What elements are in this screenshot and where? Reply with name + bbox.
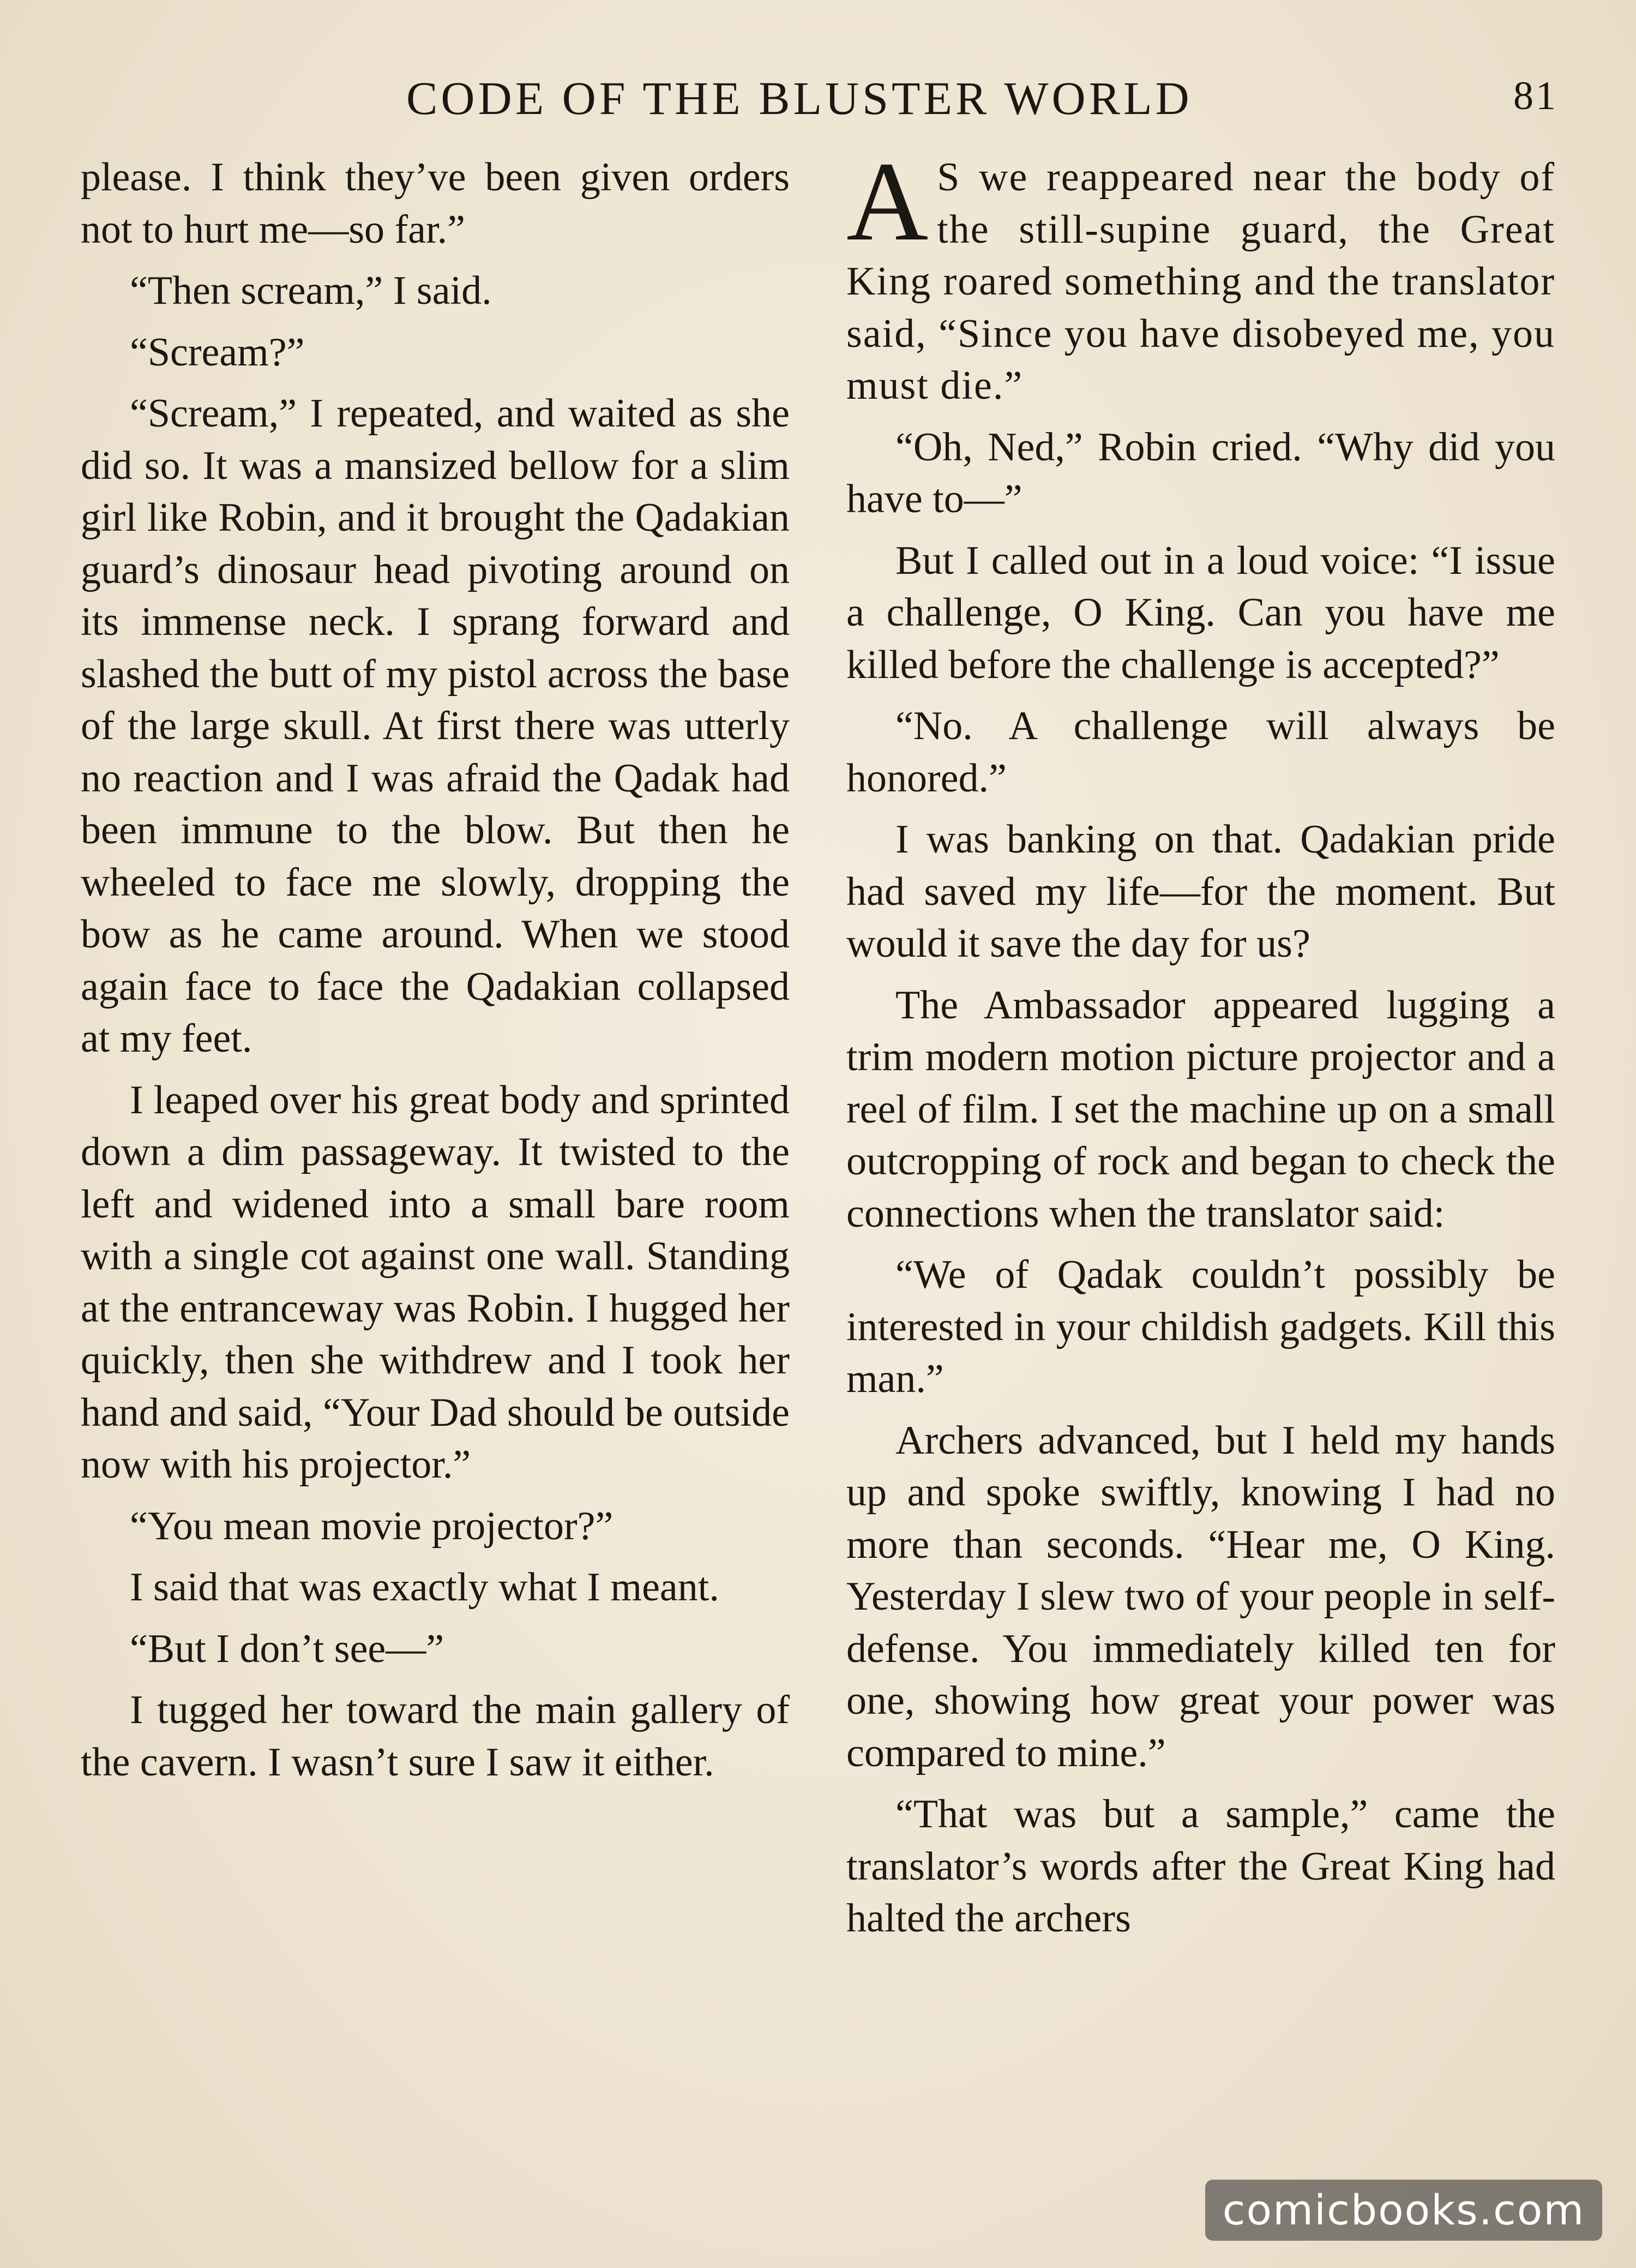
paragraph: The Ambassador appeared lugging a trim modern motion picture projector and a reel of film. I set the machine up on a small outcropping of rock and began to check the connections when the translator said: [846,982,1555,1236]
paragraph: “You mean movie projector?” [130,1503,614,1549]
paragraph: “But I don’t see—” [130,1626,444,1671]
watermark-badge [1205,2180,1602,2241]
left-text-column [81,152,790,1798]
paragraph: I leaped over his great body and sprinted down a dim passageway. It twisted to the left and widened into a small bare room with a single cot against one wall. Standing at the entranceway was Robin. I hugged her quickly, then she withdrew and I took her hand and said, “Your Dad should be outside now with his projector.” [81,1077,790,1487]
drop-cap: A [846,139,929,264]
paragraph: “Scream,” I repeated, and waited as she did so. It was a mansized bellow for a slim girl like Robin, and it brought the Qadakian guard’s dinosaur head pivoting around on its immense neck. I sprang forward and slashed the butt of my pistol across the base of the large skull. At first there was utterly no reaction and I was afraid the Qadak had been immune to the blow. But then he wheeled to face me slowly, dropping the bow as he came around. When we stood again face to face the Qadakian collapsed at my feet. [81,391,790,1061]
paragraph: I said that was exactly what I meant. [130,1565,719,1610]
paragraph: “That was but a sample,” came the translator’s words after the Great King had halted the archers [846,1792,1555,1941]
page-number: 81 [1513,74,1558,118]
paragraph: But I called out in a loud voice: “I issue a challenge, O King. Can you have me killed before the challenge is accepted?” [846,538,1555,687]
opening-text: S we reappeared near the body of the still-supine guard, the Great King roared something and the translator said, “Since you have disobeyed me, you must die.” [846,155,1555,408]
paragraph: I was banking on that. Qadakian pride had saved my life—for the moment. But would it save the day for us? [846,817,1555,966]
paragraph: “No. A challenge will always be honored.” [846,704,1555,801]
paragraph: Archers advanced, but I held my hands up and spoke swiftly, knowing I had no more than seconds. “Hear me, O King. Yesterday I slew two of your people in self-defense. You immediately killed ten for one, showing how great your power was compared to mine.” [846,1418,1555,1775]
paragraph: I tugged her toward the main gallery of the cavern. I wasn’t sure I saw it either. [81,1688,790,1785]
paragraph: “Then scream,” I said. [130,268,492,313]
opening-paragraph [846,139,1555,412]
paragraph: “We of Qadak couldn’t possibly be interested in your childish gadgets. Kill this man.” [846,1252,1555,1401]
paragraph: “Oh, Ned,” Robin cried. “Why did you have to—” [846,424,1555,521]
paragraph: “Scream?” [130,329,305,375]
paragraph: please. I think they’ve been given orders not to hurt me—so far.” [81,155,790,252]
page-header [0,71,1636,131]
running-title: CODE OF THE BLUSTER WORLD [406,72,1193,124]
right-text-column [846,139,1555,1954]
watermark-text: comicbooks.com [1222,2186,1585,2234]
